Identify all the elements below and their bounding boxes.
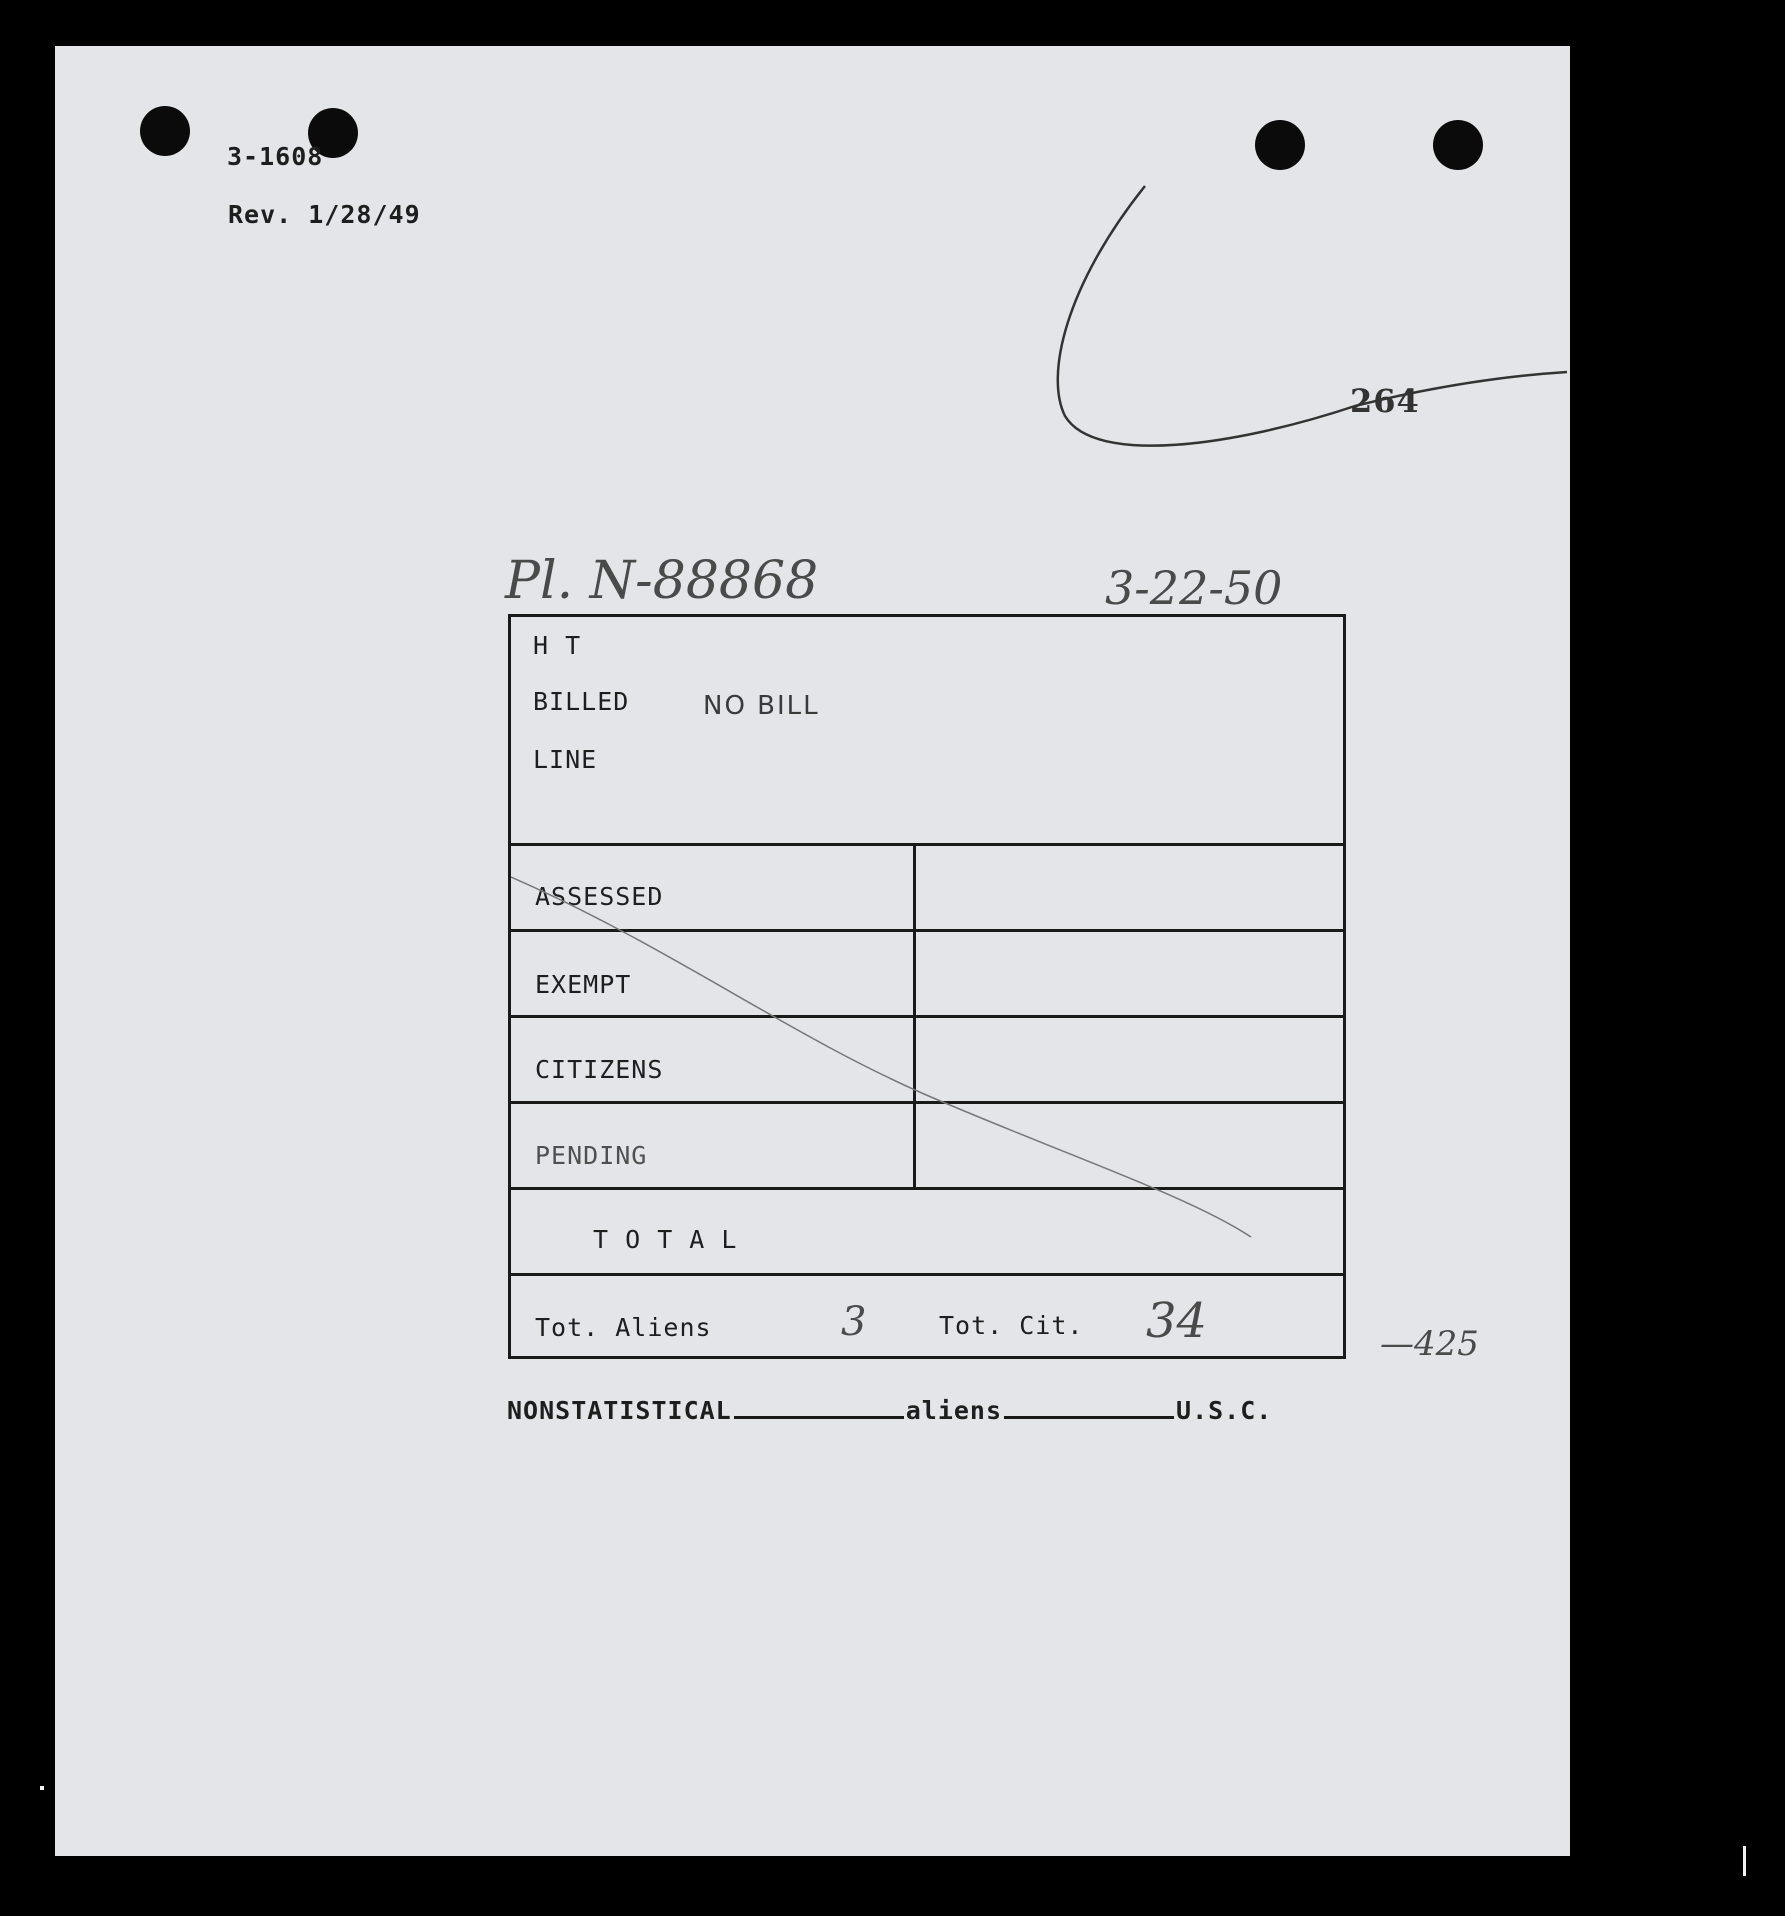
- nonstatistical-label: NONSTATISTICAL: [507, 1396, 732, 1425]
- row-label-assessed: ASSESSED: [535, 882, 664, 911]
- aliens-blank: [734, 1394, 904, 1419]
- pencil-curve-stroke: [55, 46, 1570, 526]
- total-label: T O T A L: [593, 1225, 738, 1254]
- line-label: LINE: [533, 745, 598, 774]
- statistics-form: [508, 614, 1346, 1359]
- tot-aliens-label: Tot. Aliens: [535, 1313, 712, 1342]
- billed-label: BILLED: [533, 687, 630, 716]
- row-label-pending: PENDING: [535, 1141, 648, 1170]
- row-label-citizens: CITIZENS: [535, 1055, 664, 1084]
- usc-blank: [1004, 1394, 1174, 1419]
- handwritten-citizens-count: 34: [1146, 1293, 1208, 1349]
- nonstatistical-line: [507, 1394, 1272, 1425]
- document-page: [55, 46, 1570, 1856]
- handwritten-margin-note: —425: [1380, 1324, 1479, 1364]
- usc-label: U.S.C.: [1176, 1396, 1273, 1425]
- pencil-diagonal-stroke: [511, 617, 1343, 1357]
- ht-label: H T: [533, 631, 582, 660]
- revision-date: Rev. 1/28/49: [228, 200, 421, 229]
- form-number: 3-1608: [227, 142, 324, 171]
- tot-cit-label: Tot. Cit.: [939, 1311, 1084, 1340]
- handwritten-file-reference: Pl. N-88868: [505, 551, 819, 611]
- aliens-label: aliens: [905, 1396, 1003, 1425]
- scan-artifact-right: [1743, 1846, 1746, 1876]
- no-bill-stamp: NO BILL: [703, 691, 820, 721]
- scan-artifact-left: [40, 1786, 44, 1790]
- row-label-exempt: EXEMPT: [535, 970, 632, 999]
- handwritten-aliens-count: 3: [841, 1299, 867, 1345]
- handwritten-date: 3-22-50: [1105, 561, 1283, 615]
- page-number: 264: [1350, 382, 1420, 420]
